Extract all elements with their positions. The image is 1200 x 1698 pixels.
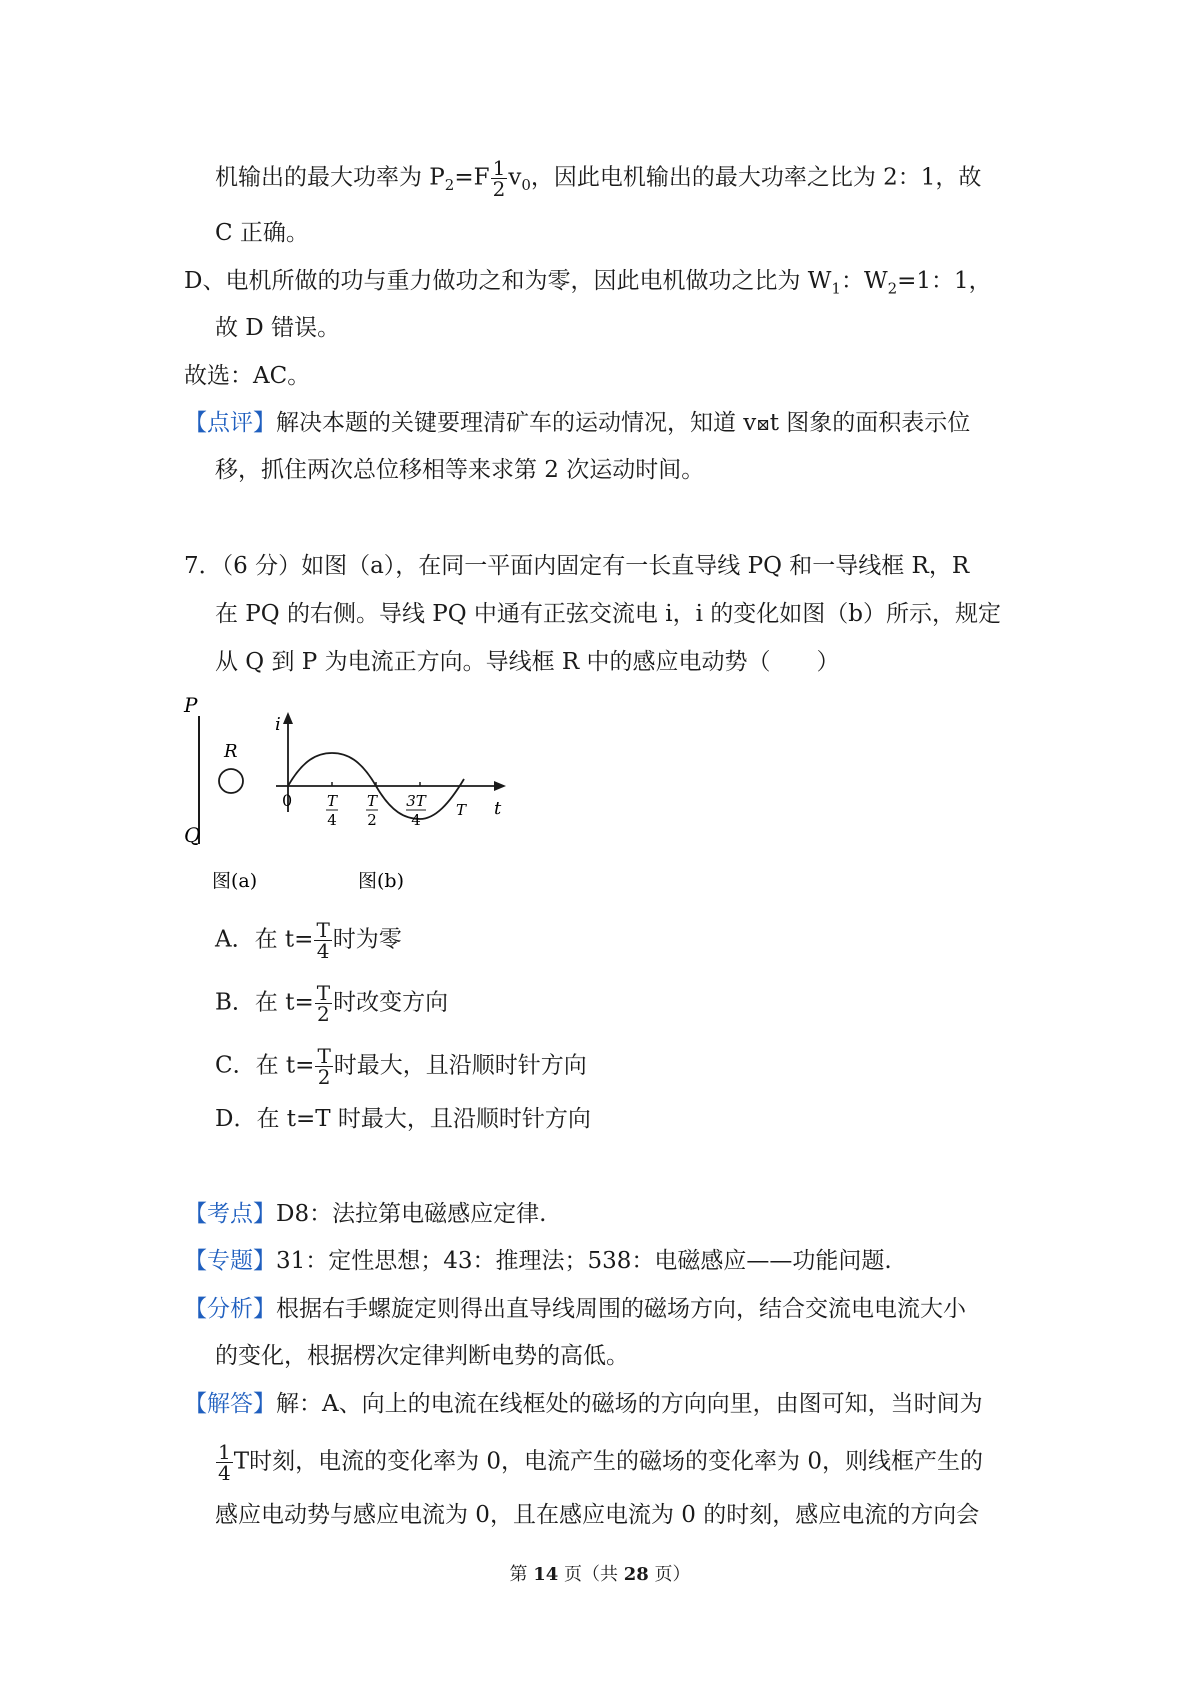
option-a [215, 920, 402, 961]
text: v [508, 164, 522, 191]
fraction-denominator: 4 [316, 939, 330, 963]
text: ：W [840, 268, 888, 294]
prev-line-3 [184, 266, 992, 304]
q7-line-2: 在 PQ 的右侧。导线 PQ 中通有正弦交流电 i，i 的变化如图（b）所示，规定 [215, 601, 1001, 627]
q7-line-3: 从 Q 到 P 为电流正方向。导线框 R 中的感应电动势（ ） [215, 649, 840, 675]
fraction [315, 983, 332, 1024]
fraction-numerator: T [317, 1044, 331, 1068]
option-text: 时改变方向 [333, 989, 449, 1016]
text: ⊠ [756, 415, 770, 434]
tick-label-t: T [456, 801, 467, 819]
fraction-denominator: 4 [218, 1461, 231, 1485]
label-i: i [275, 714, 281, 735]
t-axis-arrow [494, 781, 506, 791]
fraction-numerator: T [316, 918, 330, 942]
option-text: D．在 t=T 时最大，且沿顺时针方向 [215, 1106, 591, 1132]
subscript: 2 [444, 176, 455, 195]
zhuanti-tag: 【专题】 [184, 1248, 276, 1274]
caption-a: 图(a) [212, 870, 258, 892]
page-footer [0, 1560, 1200, 1586]
tick-label-3t4-num: 3T [406, 792, 426, 810]
kaodian-tag: 【考点】 [184, 1201, 276, 1227]
text: ，因此电机输出的最大功率之比为 2：1，故 [530, 164, 982, 191]
prev-line-4: 故 D 错误。 [215, 315, 341, 341]
fraction [315, 1046, 332, 1087]
text: 解决本题的关键要理清矿车的运动情况，知道 v [276, 410, 757, 436]
dianping-line-1 [184, 408, 970, 440]
label-r: R [224, 741, 238, 762]
fraction-denominator: 2 [317, 1065, 331, 1089]
label-q: Q [184, 823, 201, 847]
tick-label-3t4-den: 4 [411, 811, 421, 829]
jieda-line-3: 感应电动势与感应电流为 0，且在感应电流为 0 的时刻，感应电流的方向会 [215, 1502, 980, 1528]
fraction [491, 158, 508, 199]
tick-label-t2-den: 2 [367, 811, 377, 829]
prev-line-1 [215, 158, 981, 200]
footer-text: 页（共 [558, 1564, 624, 1585]
fenxi-line-2: 的变化，根据楞次定律判断电势的高低。 [215, 1343, 629, 1369]
option-text: 时为零 [332, 926, 402, 953]
jieda-line-2 [215, 1442, 983, 1483]
page-total: 28 [623, 1564, 649, 1585]
subscript: 2 [887, 279, 898, 298]
tick-label-t2-num: T [366, 792, 378, 810]
dianping-line-2: 移，抓住两次总位移相等来求第 2 次运动时间。 [215, 457, 705, 483]
text: =1：1， [897, 268, 992, 294]
footer-text: 页） [648, 1564, 691, 1585]
jieda-text: T时刻，电流的变化率为 0，电流产生的磁场的变化率为 0，则线框产生的 [233, 1448, 983, 1475]
loop-r [219, 769, 243, 793]
jieda-tag: 【解答】 [184, 1391, 276, 1417]
zhuanti-text: 31：定性思想；43：推理法；538：电磁感应——功能问题. [276, 1248, 892, 1274]
q7-line-1: 7．（6 分）如图（a），在同一平面内固定有一长直导线 PQ 和一导线框 R，R [184, 553, 970, 579]
option-text: B．在 t= [215, 989, 314, 1016]
dianping-tag: 【点评】 [184, 410, 276, 436]
label-p: P [184, 694, 198, 717]
tick-label-t4-den: 4 [327, 811, 337, 829]
fraction [216, 1442, 233, 1483]
kaodian [184, 1199, 546, 1229]
fenxi-text: 根据右手螺旋定则得出直导线周围的磁场方向，结合交流电电流大小 [276, 1296, 966, 1322]
fraction-denominator: 2 [492, 177, 506, 201]
option-text: C．在 t= [215, 1052, 315, 1079]
prev-line-2: C 正确。 [215, 220, 309, 246]
option-text: 时最大，且沿顺时针方向 [333, 1052, 587, 1079]
text: =F [454, 164, 490, 191]
text: 机输出的最大功率为 P [215, 164, 445, 191]
prev-answer: 故选：AC。 [184, 363, 311, 389]
option-b [215, 983, 448, 1024]
jieda-text: 解：A、向上的电流在线框处的磁场的方向向里，由图可知，当时间为 [276, 1391, 983, 1417]
page-number: 14 [533, 1564, 559, 1585]
fenxi-line-1 [184, 1294, 966, 1324]
fenxi-tag: 【分析】 [184, 1296, 276, 1322]
caption-b: 图(b) [358, 870, 404, 892]
option-c [215, 1046, 587, 1087]
label-t: t [494, 798, 502, 819]
jieda-line-1 [184, 1389, 983, 1419]
fraction-numerator: 1 [218, 1440, 231, 1464]
fraction [314, 920, 331, 961]
text: D、电机所做的功与重力做功之和为零，因此电机做功之比为 W [184, 268, 832, 294]
zhuanti [184, 1246, 892, 1276]
option-d [215, 1104, 591, 1134]
fraction-numerator: T [316, 981, 331, 1005]
fraction-numerator: 1 [492, 156, 506, 180]
subscript: 1 [831, 279, 841, 298]
i-axis-arrow [283, 712, 293, 724]
text: t 图象的面积表示位 [769, 410, 971, 436]
subscript: 0 [521, 176, 531, 195]
fraction-denominator: 2 [317, 1002, 330, 1026]
kaodian-text: D8：法拉第电磁感应定律. [276, 1201, 547, 1227]
option-text: A．在 t= [215, 926, 314, 953]
tick-label-t4-num: T [326, 792, 338, 810]
q7-figure [176, 694, 516, 904]
footer-text: 第 [509, 1564, 534, 1585]
label-origin: 0 [282, 791, 293, 810]
